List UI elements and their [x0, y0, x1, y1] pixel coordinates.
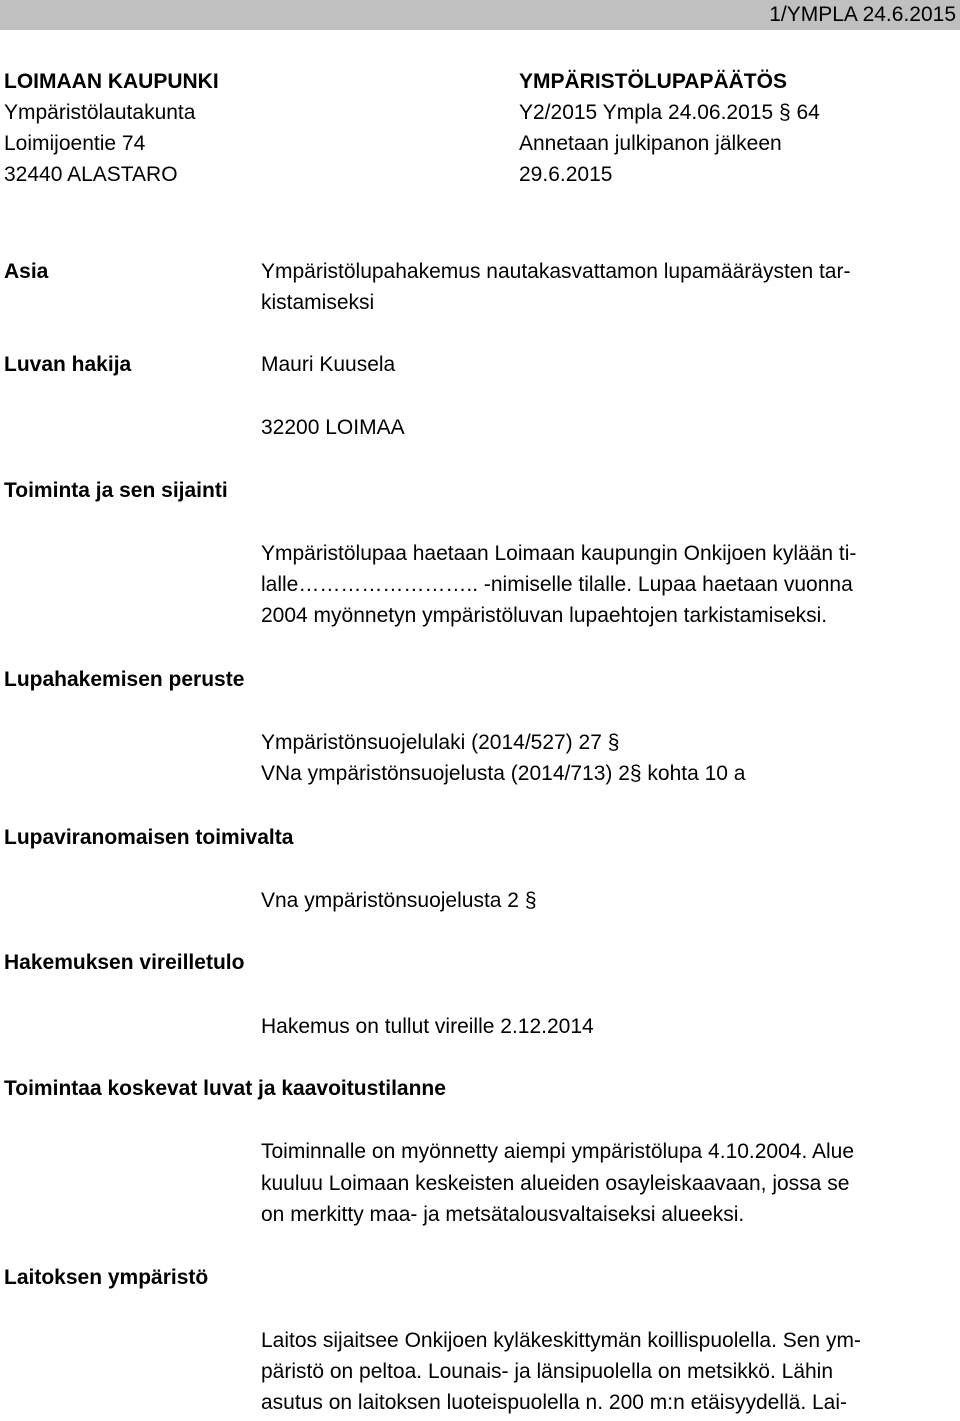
ymparisto-text-line-3: asutus on laitoksen luoteispuolella n. 200 m:n etäisyydellä. Lai-	[261, 1391, 848, 1414]
applicant-address: 32200 LOIMAA	[261, 416, 405, 439]
org-street: Loimijoentie 74	[4, 132, 146, 155]
asia-text-line-1: Ympäristölupahakemus nautakasvattamon lupamääräysten tar-	[261, 260, 851, 283]
asia-text-line-2: kistamiseksi	[261, 291, 375, 314]
publication-note: Annetaan julkipanon jälkeen	[519, 132, 782, 155]
decision-number: Y2/2015 Ympla 24.06.2015 § 64	[519, 101, 820, 124]
label-toimivalta: Lupaviranomaisen toimivalta	[4, 826, 294, 849]
ymparisto-text-line-2: päristö on peltoa. Lounais- ja länsipuolella on metsikkö. Lähin	[261, 1360, 834, 1383]
label-peruste: Lupahakemisen peruste	[4, 668, 245, 691]
ymparisto-text-line-1: Laitos sijaitsee Onkijoen kyläkeskittymän koillispuolella. Sen ym-	[261, 1329, 861, 1352]
peruste-text-line-2: VNa ympäristönsuojelusta (2014/713) 2§ kohta 10 a	[261, 762, 746, 785]
label-ymparisto: Laitoksen ympäristö	[4, 1266, 209, 1289]
label-luvat: Toimintaa koskevat luvat ja kaavoitustilanne	[4, 1077, 446, 1100]
luvat-text-line-1: Toiminnalle on myönnetty aiempi ympäristölupa 4.10.2004. Alue	[261, 1140, 855, 1163]
org-name: LOIMAAN KAUPUNKI	[4, 70, 219, 93]
document-type: YMPÄRISTÖLUPAPÄÄTÖS	[519, 70, 787, 93]
vireilletulo-text: Hakemus on tullut vireille 2.12.2014	[261, 1015, 594, 1038]
applicant-name: Mauri Kuusela	[261, 353, 396, 376]
toimivalta-text: Vna ympäristönsuojelusta 2 §	[261, 889, 537, 912]
label-vireilletulo: Hakemuksen vireilletulo	[4, 951, 245, 974]
luvat-text-line-2: kuuluu Loimaan keskeisten alueiden osayleiskaavaan, jossa se	[261, 1172, 850, 1195]
label-luvan-hakija: Luvan hakija	[4, 353, 132, 376]
publication-date: 29.6.2015	[519, 163, 613, 186]
toiminta-text-line-2: lalle…………………….. -nimiselle tilalle. Lupaa haetaan vuonna	[261, 573, 853, 596]
peruste-text-line-1: Ympäristönsuojelulaki (2014/527) 27 §	[261, 731, 620, 754]
label-asia: Asia	[4, 260, 49, 283]
org-unit: Ympäristölautakunta	[4, 101, 196, 124]
luvat-text-line-3: on merkitty maa- ja metsätalousvaltaiseksi alueeksi.	[261, 1203, 745, 1226]
page-reference: 1/YMPLA 24.6.2015	[769, 3, 956, 26]
org-postal: 32440 ALASTARO	[4, 163, 178, 186]
header-banner	[0, 0, 960, 30]
label-toiminta: Toiminta ja sen sijainti	[4, 479, 228, 502]
toiminta-text-line-1: Ympäristölupaa haetaan Loimaan kaupungin Onkijoen kylään ti-	[261, 542, 857, 565]
toiminta-text-line-3: 2004 myönnetyn ympäristöluvan lupaehtojen tarkistamiseksi.	[261, 604, 828, 627]
